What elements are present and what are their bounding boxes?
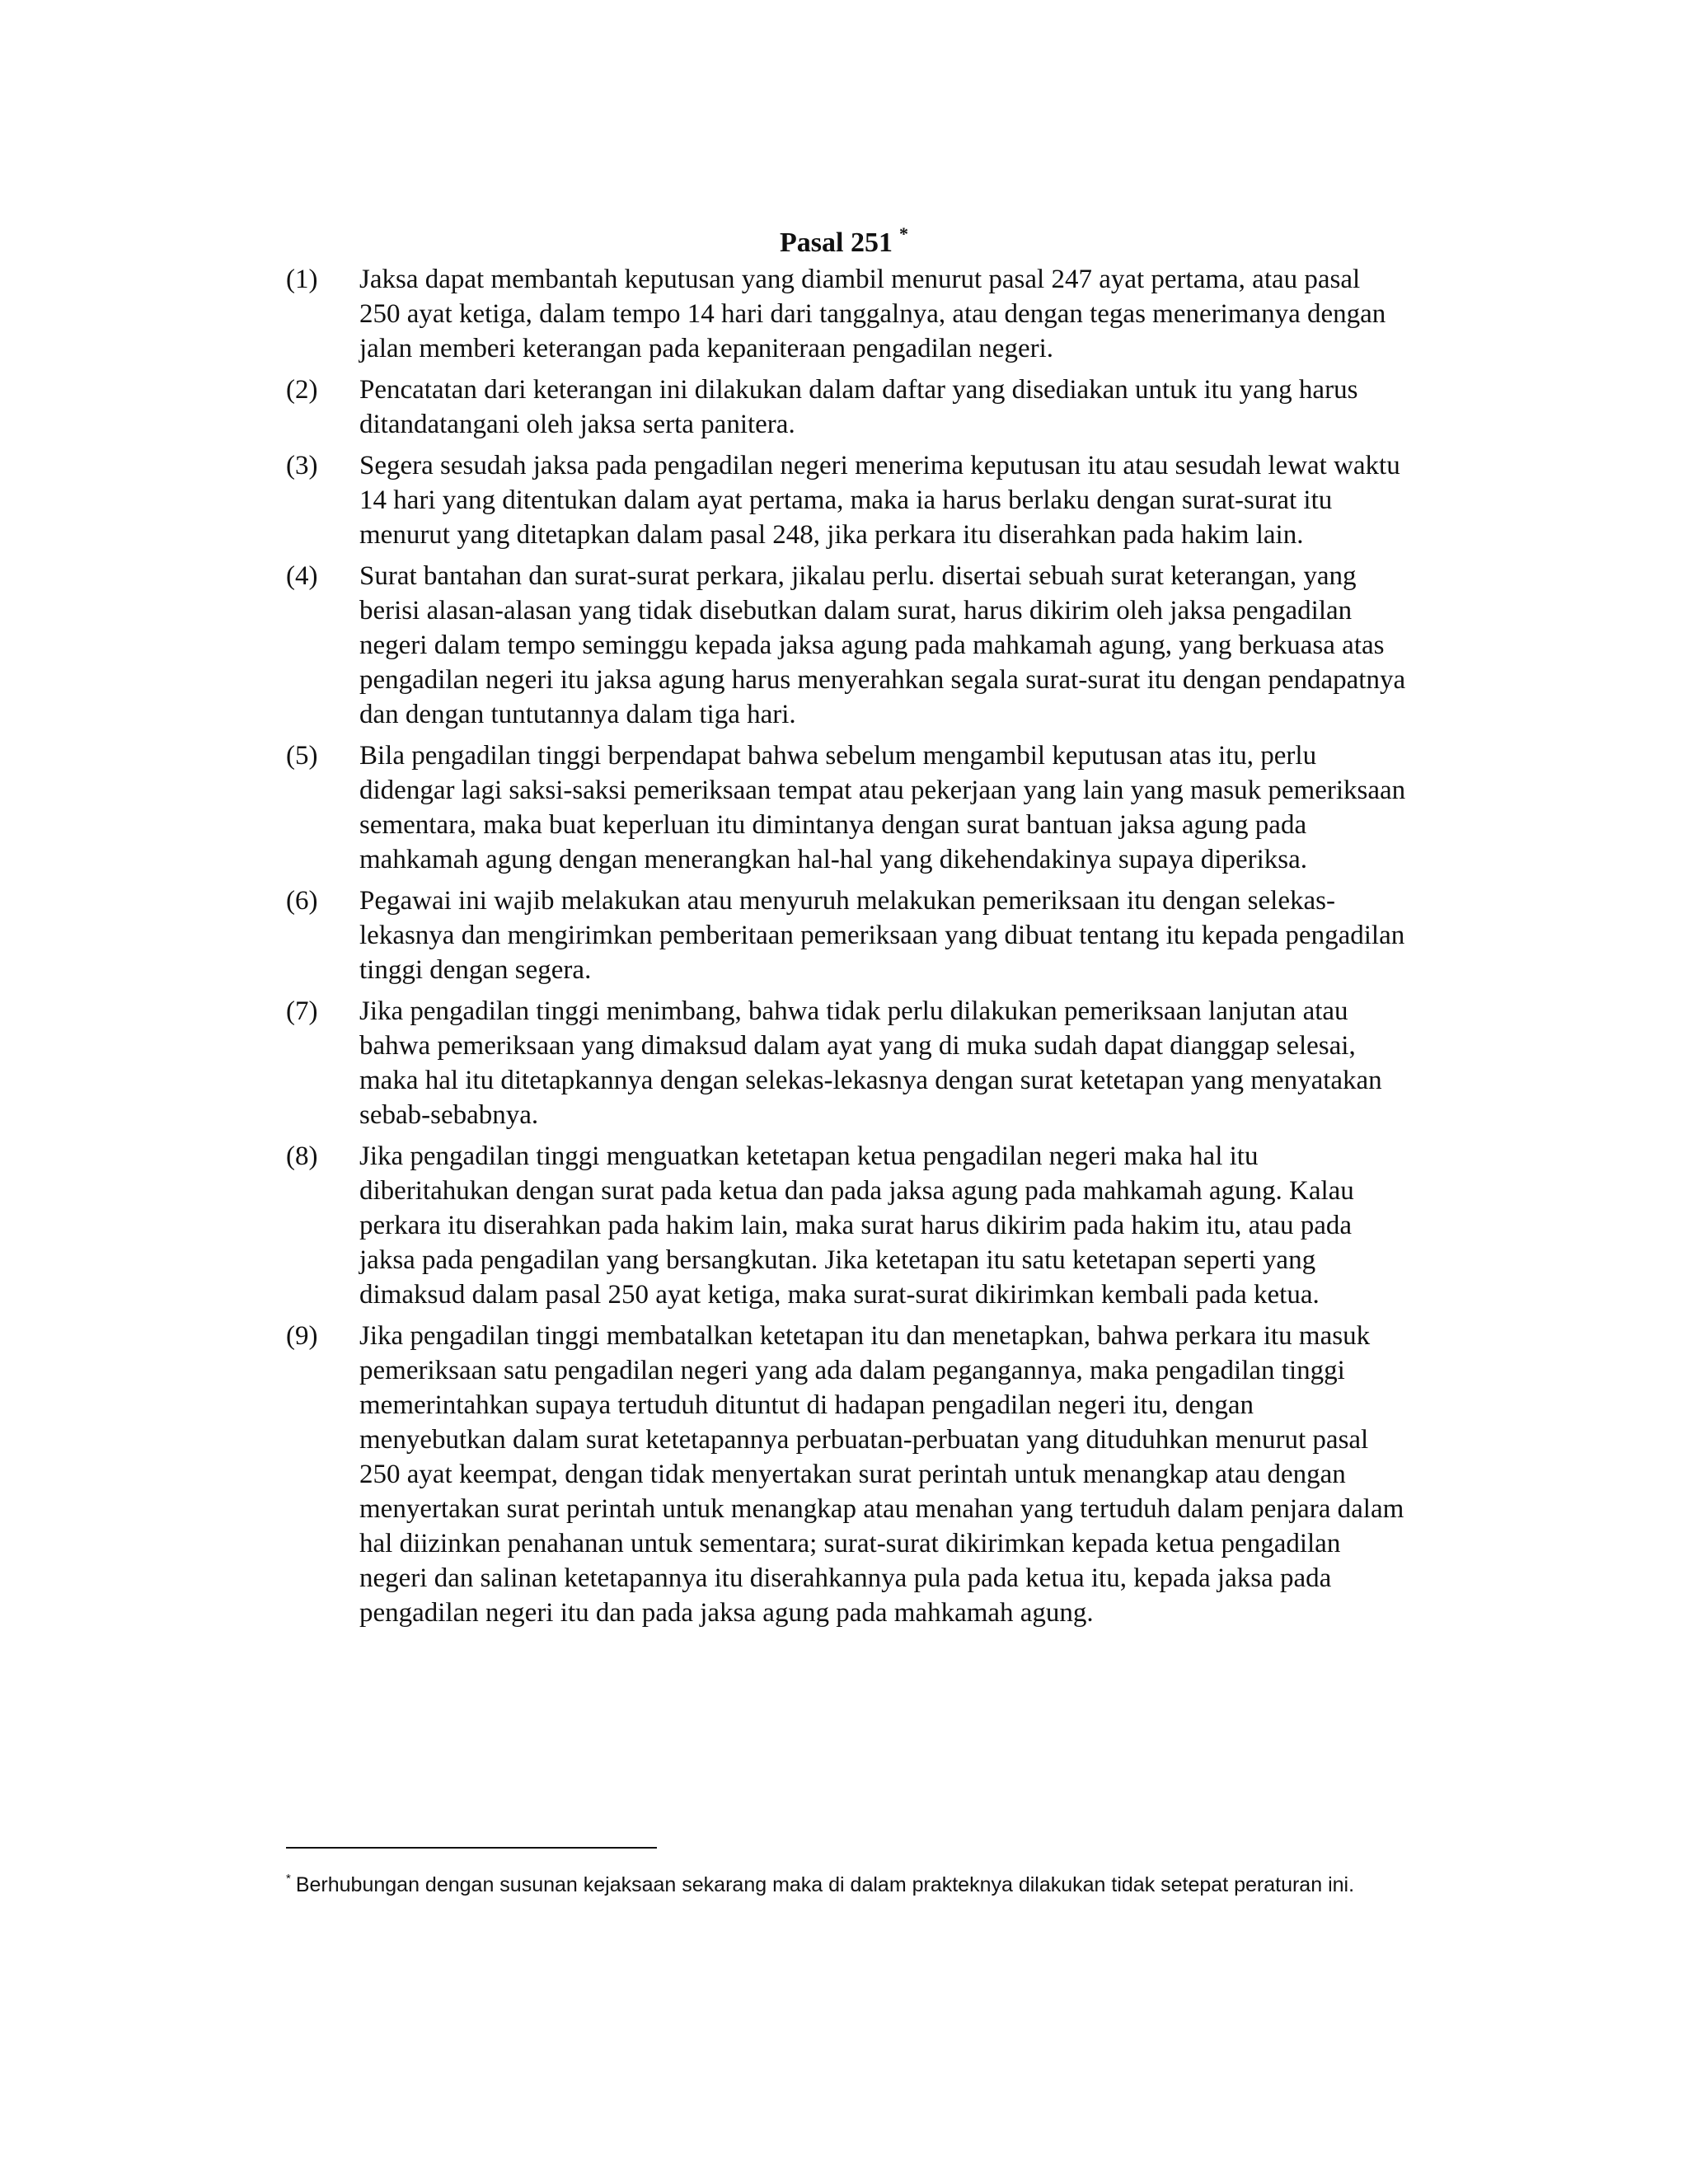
clause-1 (286, 262, 1440, 366)
clause-number: (7) (286, 996, 318, 1026)
clause-6 (286, 883, 1440, 987)
clause-text: Pegawai ini wajib melakukan atau menyuruh melakukan pemeriksaan itu dengan selekas-lekasnya dan mengirimkan pemberitaan pemeriksaan yang dibuat tentang itu kepada pengadilan tinggi dengan segera. (359, 886, 1405, 985)
clause-7 (286, 994, 1440, 1132)
clause-number: (4) (286, 561, 318, 591)
clause-number: (5) (286, 741, 318, 771)
footnote-text: Berhubungan dengan susunan kejaksaan sekarang maka di dalam prakteknya dilakukan tidak setepat peraturan ini. (295, 1873, 1355, 1896)
footnote-mark: * (286, 1872, 291, 1886)
clause-number: (9) (286, 1321, 318, 1351)
footnote (286, 1865, 1399, 1899)
clause-list (286, 262, 1440, 1637)
title-text: Pasal 251 (780, 227, 893, 258)
clause-number: (1) (286, 265, 318, 294)
clause-text: Segera sesudah jaksa pada pengadilan negeri menerima keputusan itu atau sesudah lewat waktu 14 hari yang ditentukan dalam ayat pertama, maka ia harus berlaku dengan surat-surat itu menurut yang ditetapkan dalam pasal 248, jika perkara itu diserahkan pada hakim lain. (359, 451, 1400, 550)
clause-text: Bila pengadilan tinggi berpendapat bahwa sebelum mengambil keputusan atas itu, perlu didengar lagi saksi-saksi pemeriksaan tempat atau pekerjaan yang lain yang masuk pemeriksaan sementara, maka buat keperluan itu dimintanya dengan surat bantuan jaksa agung pada mahkamah agung dengan menerangkan hal-hal yang dikehendakinya supaya diperiksa. (359, 741, 1406, 874)
clause-text: Jaksa dapat membantah keputusan yang diambil menurut pasal 247 ayat pertama, atau pasal 250 ayat ketiga, dalam tempo 14 hari dari tanggalnya, atau dengan tegas menerimanya dengan jalan memberi keterangan pada kepaniteraan pengadilan negeri. (359, 265, 1386, 363)
clause-text: Surat bantahan dan surat-surat perkara, jikalau perlu. disertai sebuah surat keterangan, yang berisi alasan-alasan yang tidak disebutkan dalam surat, harus dikirim oleh jaksa pengadilan negeri dalam tempo seminggu kepada jaksa agung pada mahkamah agung, yang berkuasa atas pengadilan negeri itu jaksa agung harus menyerahkan segala surat-surat itu dengan pendapatnya dan dengan tuntutannya dalam tiga hari. (359, 561, 1406, 729)
clause-text: Jika pengadilan tinggi membatalkan ketetapan itu dan menetapkan, bahwa perkara itu masuk pemeriksaan satu pengadilan negeri yang ada dalam pegangannya, maka pengadilan tinggi memerintahkan supaya tertuduh dituntut di hadapan pengadilan negeri itu, dengan menyebutkan dalam surat ketetapannya perbuatan-perbuatan yang dituduhkan menurut pasal 250 ayat keempat, dengan tidak menyertakan surat perintah untuk menangkap atau dengan menyertakan surat perintah untuk menangkap atau menahan yang tertuduh dalam penjara dalam hal diizinkan penahanan untuk sementara; surat-surat dikirimkan kepada ketua pengadilan negeri dan salinan ketetapannya itu diserahkannya pula pada ketua itu, kepada jaksa pada pengadilan negeri itu dan pada jaksa agung pada mahkamah agung. (359, 1321, 1404, 1628)
clause-number: (6) (286, 886, 318, 916)
clause-8 (286, 1139, 1440, 1312)
clause-4 (286, 559, 1440, 732)
clause-2 (286, 373, 1440, 442)
clause-5 (286, 738, 1440, 877)
footnote-divider (286, 1847, 657, 1849)
clause-text: Jika pengadilan tinggi menguatkan ketetapan ketua pengadilan negeri maka hal itu diberitahukan dengan surat pada ketua dan pada jaksa agung pada mahkamah agung. Kalau perkara itu diserahkan pada hakim lain, maka surat harus dikirim pada hakim itu, atau pada jaksa pada pengadilan yang bersangkutan. Jika ketetapan itu satu ketetapan seperti yang dimaksud dalam pasal 250 ayat ketiga, maka surat-surat dikirimkan kembali pada ketua. (359, 1141, 1354, 1310)
clause-number: (3) (286, 451, 318, 480)
clause-text: Pencatatan dari keterangan ini dilakukan dalam daftar yang disediakan untuk itu yang harus ditandatangani oleh jaksa serta panitera. (359, 375, 1358, 439)
clause-9 (286, 1319, 1440, 1630)
clause-3 (286, 448, 1440, 552)
clause-number: (8) (286, 1141, 318, 1171)
clause-number: (2) (286, 375, 318, 405)
page-title (0, 216, 1688, 261)
clause-text: Jika pengadilan tinggi menimbang, bahwa tidak perlu dilakukan pemeriksaan lanjutan atau bahwa pemeriksaan yang dimaksud dalam ayat yang di muka sudah dapat dianggap selesai, maka hal itu ditetapkannya dengan selekas-lekasnya dengan surat ketetapan yang menyatakan sebab-sebabnya. (359, 996, 1382, 1130)
footnote-reference-mark: * (898, 223, 908, 244)
